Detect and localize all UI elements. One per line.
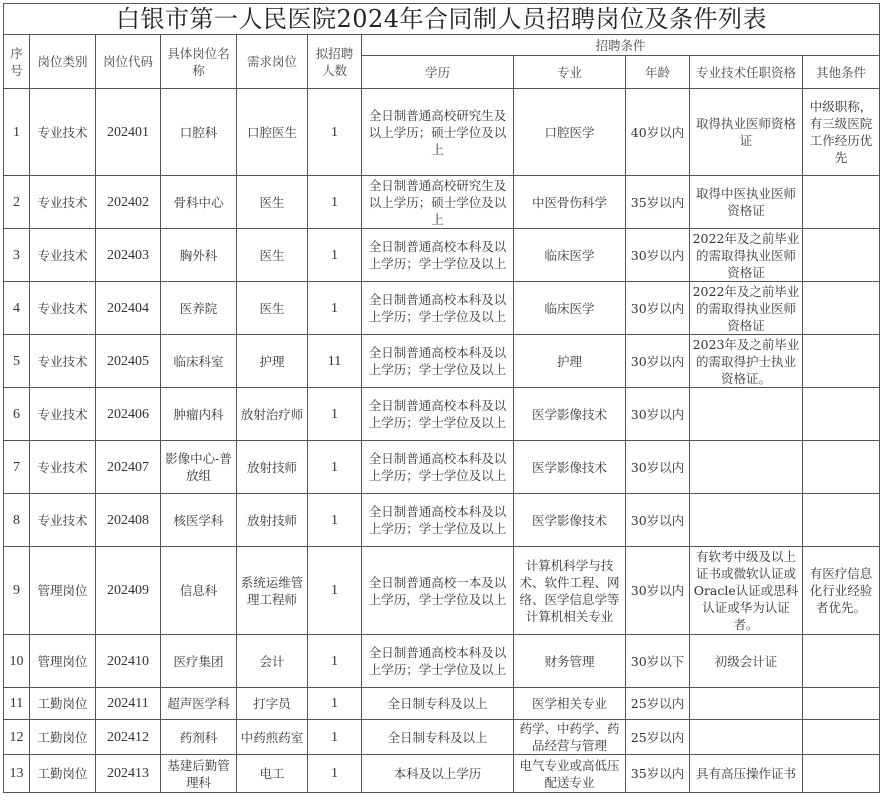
cell-qualification: 取得执业医师资格证 [690, 89, 803, 176]
cell-count: 1 [308, 176, 362, 229]
cell-seq: 8 [4, 494, 30, 547]
cell-dept: 影像中心-普放组 [161, 441, 237, 494]
cell-major: 医学影像技术 [514, 441, 626, 494]
cell-category: 专业技术 [30, 441, 96, 494]
table-row [4, 635, 880, 688]
cell-other [803, 388, 880, 441]
cell-age: 30岁以内 [626, 547, 690, 635]
cell-code: 202406 [96, 388, 161, 441]
cell-position: 打字员 [237, 688, 308, 720]
cell-count: 1 [308, 635, 362, 688]
cell-age: 40岁以内 [626, 89, 690, 176]
cell-count: 11 [308, 335, 362, 388]
cell-dept: 胸外科 [161, 229, 237, 282]
cell-age: 30岁以内 [626, 229, 690, 282]
cell-count: 1 [308, 282, 362, 335]
cell-category: 专业技术 [30, 494, 96, 547]
cell-qualification [690, 494, 803, 547]
cell-code: 202407 [96, 441, 161, 494]
cell-major: 临床医学 [514, 229, 626, 282]
cell-position: 会计 [237, 635, 308, 688]
cell-age: 30岁以下 [626, 635, 690, 688]
cell-position: 放射治疗师 [237, 388, 308, 441]
cell-position: 医生 [237, 229, 308, 282]
cell-category: 专业技术 [30, 282, 96, 335]
table-row [4, 388, 880, 441]
header-position: 需求岗位 [237, 35, 308, 89]
cell-age: 30岁以内 [626, 282, 690, 335]
cell-category: 管理岗位 [30, 547, 96, 635]
cell-education: 全日制普通高校本科及以上学历；学士学位及以上 [362, 282, 514, 335]
header-age: 年龄 [626, 56, 690, 89]
table-row [4, 89, 880, 176]
cell-seq: 7 [4, 441, 30, 494]
cell-age: 30岁以内 [626, 335, 690, 388]
cell-code: 202403 [96, 229, 161, 282]
cell-category: 工勤岗位 [30, 755, 96, 793]
cell-major: 电气专业或高低压配送专业 [514, 755, 626, 793]
cell-education: 本科及以上学历 [362, 755, 514, 793]
cell-seq: 12 [4, 720, 30, 755]
cell-code: 202408 [96, 494, 161, 547]
cell-count: 1 [308, 89, 362, 176]
cell-count: 1 [308, 229, 362, 282]
table-row [4, 547, 880, 635]
cell-code: 202412 [96, 720, 161, 755]
cell-qualification [690, 441, 803, 494]
cell-count: 1 [308, 547, 362, 635]
cell-age: 35岁以内 [626, 755, 690, 793]
cell-code: 202410 [96, 635, 161, 688]
cell-seq: 13 [4, 755, 30, 793]
cell-count: 1 [308, 755, 362, 793]
cell-seq: 6 [4, 388, 30, 441]
cell-qualification: 具有高压操作证书 [690, 755, 803, 793]
cell-education: 全日制普通高校一本及以上学历，学士学位及以上 [362, 547, 514, 635]
cell-other [803, 176, 880, 229]
cell-position: 口腔医生 [237, 89, 308, 176]
cell-major: 中医骨伤科学 [514, 176, 626, 229]
cell-category: 管理岗位 [30, 635, 96, 688]
header-category: 岗位类别 [30, 35, 96, 89]
cell-other [803, 494, 880, 547]
cell-position: 放射技师 [237, 441, 308, 494]
cell-position: 护理 [237, 335, 308, 388]
cell-education: 全日制普通高校本科及以上学历；学士学位及以上 [362, 388, 514, 441]
recruitment-table [3, 3, 880, 793]
cell-dept: 医养院 [161, 282, 237, 335]
cell-qualification: 2022年及之前毕业的需取得执业医师资格证 [690, 282, 803, 335]
cell-age: 30岁以内 [626, 494, 690, 547]
cell-education: 全日制普通高校本科及以上学历；学士学位及以上 [362, 441, 514, 494]
cell-position: 中药煎药室 [237, 720, 308, 755]
cell-seq: 3 [4, 229, 30, 282]
cell-major: 计算机科学与技术、软件工程、网络、医学信息学等计算机相关专业 [514, 547, 626, 635]
cell-other [803, 441, 880, 494]
table-row [4, 441, 880, 494]
cell-education: 全日制专科及以上 [362, 720, 514, 755]
cell-code: 202401 [96, 89, 161, 176]
cell-seq: 2 [4, 176, 30, 229]
cell-code: 202409 [96, 547, 161, 635]
header-dept: 具体岗位名称 [161, 35, 237, 89]
cell-major: 财务管理 [514, 635, 626, 688]
table-row [4, 720, 880, 755]
cell-other [803, 755, 880, 793]
cell-category: 专业技术 [30, 89, 96, 176]
header-education: 学历 [362, 56, 514, 89]
cell-code: 202405 [96, 335, 161, 388]
cell-age: 25岁以内 [626, 688, 690, 720]
header-count: 拟招聘人数 [308, 35, 362, 89]
cell-qualification: 取得中医执业医师资格证 [690, 176, 803, 229]
cell-count: 1 [308, 494, 362, 547]
cell-code: 202411 [96, 688, 161, 720]
cell-other [803, 335, 880, 388]
cell-other: 中级职称，有三级医院工作经历优先 [803, 89, 880, 176]
cell-age: 30岁以内 [626, 388, 690, 441]
table-row [4, 282, 880, 335]
cell-education: 全日制普通高校本科及以上学历；学士学位及以上 [362, 635, 514, 688]
cell-count: 1 [308, 720, 362, 755]
table-row [4, 176, 880, 229]
cell-seq: 10 [4, 635, 30, 688]
cell-qualification [690, 720, 803, 755]
table-row [4, 335, 880, 388]
cell-category: 专业技术 [30, 229, 96, 282]
cell-major: 护理 [514, 335, 626, 388]
cell-other [803, 720, 880, 755]
cell-dept: 口腔科 [161, 89, 237, 176]
cell-code: 202404 [96, 282, 161, 335]
cell-qualification [690, 388, 803, 441]
cell-dept: 信息科 [161, 547, 237, 635]
cell-other [803, 688, 880, 720]
cell-seq: 11 [4, 688, 30, 720]
cell-category: 专业技术 [30, 176, 96, 229]
cell-count: 1 [308, 388, 362, 441]
page-title: 白银市第一人民医院2024年合同制人员招聘岗位及条件列表 [4, 4, 880, 35]
cell-major: 医学影像技术 [514, 494, 626, 547]
cell-age: 35岁以内 [626, 176, 690, 229]
cell-qualification: 2023年及之前毕业的需取得护士执业资格证。 [690, 335, 803, 388]
cell-other [803, 635, 880, 688]
cell-qualification: 初级会计证 [690, 635, 803, 688]
cell-seq: 4 [4, 282, 30, 335]
cell-qualification: 有软考中级及以上证书或微软认证或Oracle认证或思科认证或华为认证者。 [690, 547, 803, 635]
cell-dept: 药剂科 [161, 720, 237, 755]
cell-dept: 医疗集团 [161, 635, 237, 688]
table-row [4, 229, 880, 282]
cell-position: 医生 [237, 282, 308, 335]
cell-age: 25岁以内 [626, 720, 690, 755]
cell-position: 系统运维管理工程师 [237, 547, 308, 635]
cell-count: 1 [308, 688, 362, 720]
cell-other [803, 282, 880, 335]
cell-count: 1 [308, 441, 362, 494]
cell-dept: 骨科中心 [161, 176, 237, 229]
cell-education: 全日制普通高校本科及以上学历；学士学位及以上 [362, 335, 514, 388]
header-seq: 序号 [4, 35, 30, 89]
cell-dept: 肿瘤内科 [161, 388, 237, 441]
cell-qualification: 2022年及之前毕业的需取得执业医师资格证 [690, 229, 803, 282]
cell-qualification [690, 688, 803, 720]
cell-education: 全日制普通高校本科及以上学历；学士学位及以上 [362, 494, 514, 547]
header-code: 岗位代码 [96, 35, 161, 89]
header-other: 其他条件 [803, 56, 880, 89]
cell-category: 工勤岗位 [30, 720, 96, 755]
cell-category: 专业技术 [30, 388, 96, 441]
cell-position: 电工 [237, 755, 308, 793]
cell-major: 口腔医学 [514, 89, 626, 176]
cell-education: 全日制普通高校研究生及以上学历；硕士学位及以上 [362, 89, 514, 176]
cell-category: 工勤岗位 [30, 688, 96, 720]
cell-position: 放射技师 [237, 494, 308, 547]
cell-position: 医生 [237, 176, 308, 229]
cell-seq: 1 [4, 89, 30, 176]
cell-seq: 5 [4, 335, 30, 388]
header-major: 专业 [514, 56, 626, 89]
cell-code: 202413 [96, 755, 161, 793]
cell-dept: 基建后勤管理科 [161, 755, 237, 793]
cell-dept: 临床科室 [161, 335, 237, 388]
cell-education: 全日制普通高校研究生及以上学历；硕士学位及以上 [362, 176, 514, 229]
header-conditions: 招聘条件 [362, 35, 880, 56]
cell-dept: 核医学科 [161, 494, 237, 547]
cell-education: 全日制普通高校本科及以上学历；学士学位及以上 [362, 229, 514, 282]
cell-major: 医学相关专业 [514, 688, 626, 720]
cell-dept: 超声医学科 [161, 688, 237, 720]
table-row [4, 688, 880, 720]
cell-major: 临床医学 [514, 282, 626, 335]
header-qualification: 专业技术任职资格 [690, 56, 803, 89]
cell-other [803, 229, 880, 282]
cell-code: 202402 [96, 176, 161, 229]
cell-major: 药学、中药学、药品经营与管理 [514, 720, 626, 755]
cell-major: 医学影像技术 [514, 388, 626, 441]
cell-seq: 9 [4, 547, 30, 635]
table-row [4, 755, 880, 793]
cell-category: 专业技术 [30, 335, 96, 388]
cell-age: 30岁以内 [626, 441, 690, 494]
table-row [4, 494, 880, 547]
cell-education: 全日制专科及以上 [362, 688, 514, 720]
cell-other: 有医疗信息化行业经验者优先。 [803, 547, 880, 635]
